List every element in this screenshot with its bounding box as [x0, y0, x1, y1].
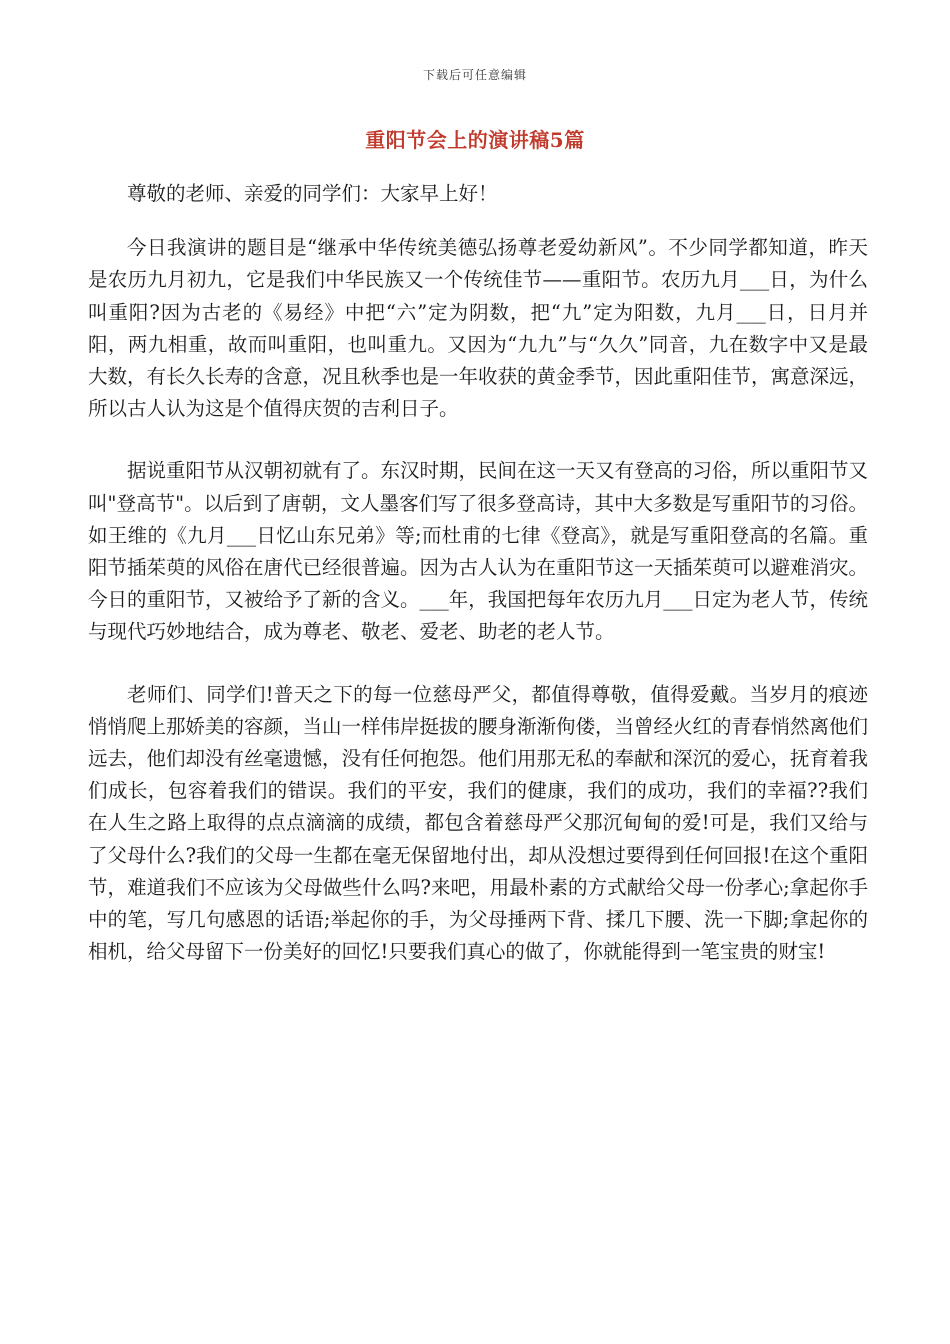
greeting-paragraph: 尊敬的老师、亲爱的同学们：大家早上好！ [127, 182, 498, 205]
document-body [88, 178, 868, 968]
document-title: 重阳节会上的演讲稿5篇 [365, 128, 585, 152]
header-note: 下载后可任意编辑 [422, 68, 527, 82]
paragraph-intro: 今日我演讲的题目是“继承中华传统美德弘扬尊老爱幼新风”。不少同学都知道，昨天是农历九月初九，它是我们中华民族又一个传统佳节——重阳节。农历九月___日，为什么叫重阳?因为古老的《易经》中把“六”定为阴数，把“九”定为阳数，九月___日，日月并阳，两九相重，故而叫重阳，也叫重九。又因为“九九”与“久久”同音，九在数字中又是最大数，有长久长寿的含意，况且秋季也是一年收获的黄金季节，因此重阳佳节，寓意深远，所以古人认为这是个值得庆贺的吉利日子。 [88, 236, 869, 421]
paragraph-history: 据说重阳节从汉朝初就有了。东汉时期，民间在这一天又有登高的习俗，所以重阳节又叫"登高节"。以后到了唐朝，文人墨客们写了很多登高诗，其中大多数是写重阳节的习俗。如王维的《九月___日忆山东兄弟》等;而杜甫的七律《登高》，就是写重阳登高的名篇。重阳节插茱萸的风俗在唐代已经很普遍。因为古人认为在重阳节这一天插茱萸可以避难消灾。今日的重阳节，又被给予了新的含义。___年，我国把每年农历九月___日定为老人节，传统与现代巧妙地结合，成为尊老、敬老、爱老、助老的老人节。 [88, 459, 869, 644]
paragraph-parents: 老师们、同学们!普天之下的每一位慈母严父，都值得尊敬，值得爱戴。当岁月的痕迹悄悄爬上那娇美的容颜，当山一样伟岸挺拔的腰身渐渐佝偻，当曾经火红的青春悄然离他们远去，他们却没有丝毫遗憾，没有任何抱怨。他们用那无私的奉献和深沉的爱心，抚育着我们成长，包容着我们的错误。我们的平安，我们的健康，我们的成功，我们的幸福??我们在人生之路上取得的点点滴滴的成绩，都包含着慈母严父那沉甸甸的爱!可是，我们又给与了父母什么?我们的父母一生都在毫无保留地付出，却从没想过要得到任何回报!在这个重阳节，难道我们不应该为父母做些什么吗?来吧，用最朴素的方式献给父母一份孝心;拿起你手中的笔，写几句感恩的话语;举起你的手，为父母捶两下背、揉几下腰、洗一下脚;拿起你的相机，给父母留下一份美好的回忆!只要我们真心的做了，你就能得到一笔宝贵的财宝! [88, 682, 869, 964]
